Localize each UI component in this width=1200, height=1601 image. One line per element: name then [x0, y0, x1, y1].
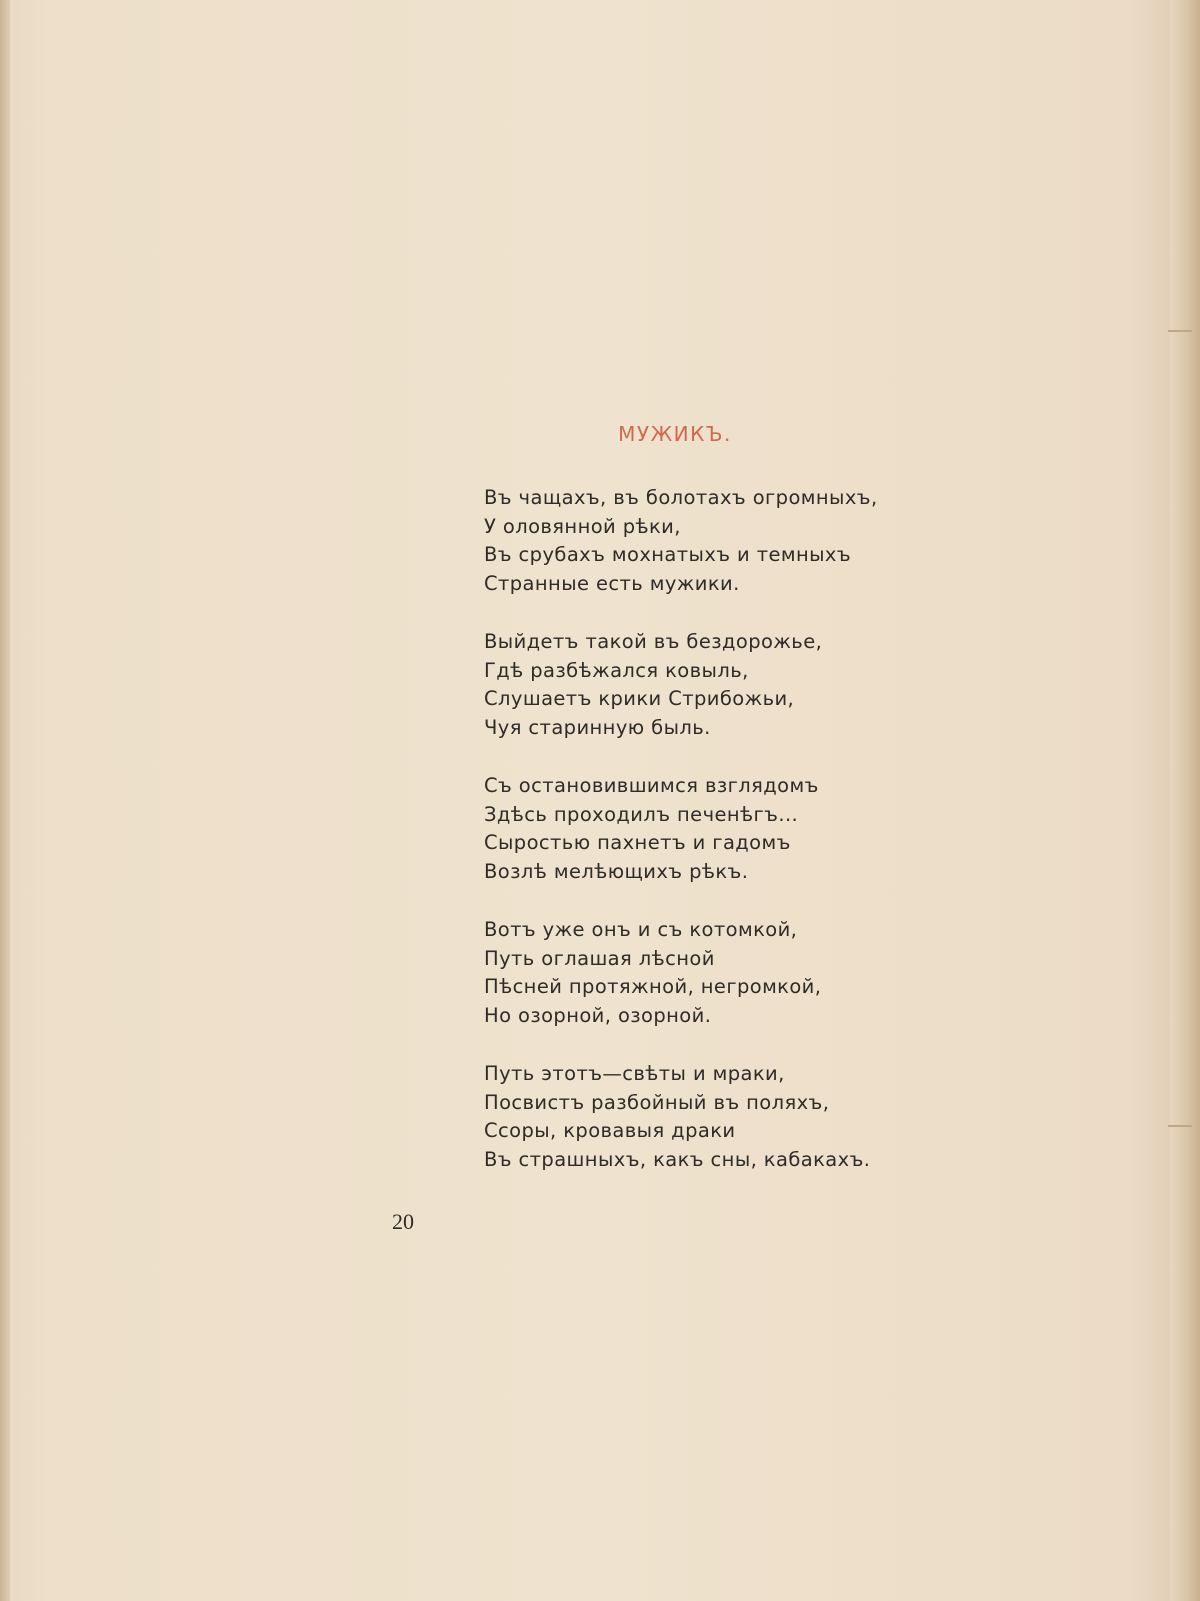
- poem-line: Возлѣ мелѣющихъ рѣкъ.: [484, 859, 749, 883]
- page-right-edge: [1170, 0, 1200, 1601]
- stanza-1: [484, 484, 904, 598]
- stanza-3: [484, 772, 904, 886]
- paper-fold-mark: [1168, 1125, 1192, 1127]
- poem-line: Чуя старинную быль.: [484, 715, 711, 739]
- poem-line: Здѣсь проходилъ печенѣгъ...: [484, 802, 799, 826]
- poem-line: Посвистъ разбойный въ поляхъ,: [484, 1090, 830, 1114]
- poem-body: [484, 484, 904, 1204]
- poem-line: Гдѣ разбѣжался ковыль,: [484, 658, 749, 682]
- poem-line: Выйдетъ такой въ бездорожье,: [484, 630, 823, 653]
- stanza-2: [484, 628, 904, 742]
- poem-line: Но озорной, озорной.: [484, 1003, 712, 1027]
- poem-line: Путь оглашая лѣсной: [484, 946, 715, 970]
- paper-fold-mark: [1168, 330, 1192, 332]
- poem-line: Съ остановившимся взглядомъ: [484, 774, 819, 797]
- stanza-5: [484, 1060, 904, 1174]
- poem-line: Сыростью пахнетъ и гадомъ: [484, 831, 791, 854]
- poem-line: Въ чащахъ, въ болотахъ огромныхъ,: [484, 486, 878, 509]
- page-number: 20: [392, 1209, 414, 1234]
- poem-title: МУЖИКЪ.: [618, 422, 732, 446]
- poem-line: Странные есть мужики.: [484, 571, 740, 595]
- poem-line: У оловянной рѣки,: [484, 514, 681, 538]
- poem-line: Вотъ уже онъ и съ котомкой,: [484, 918, 798, 941]
- poem-line: Слушаетъ крики Стрибожьи,: [484, 687, 795, 710]
- poem-line: Ссоры, кровавыя драки: [484, 1119, 736, 1142]
- poem-line: Путь этотъ—свѣты и мраки,: [484, 1062, 785, 1085]
- poem-line: Пѣсней протяжной, негромкой,: [484, 975, 822, 998]
- page-left-edge: [0, 0, 10, 1601]
- poem-line: Въ страшныхъ, какъ сны, кабакахъ.: [484, 1147, 871, 1171]
- stanza-4: [484, 916, 904, 1030]
- poem-line: Въ срубахъ мохнатыхъ и темныхъ: [484, 543, 852, 566]
